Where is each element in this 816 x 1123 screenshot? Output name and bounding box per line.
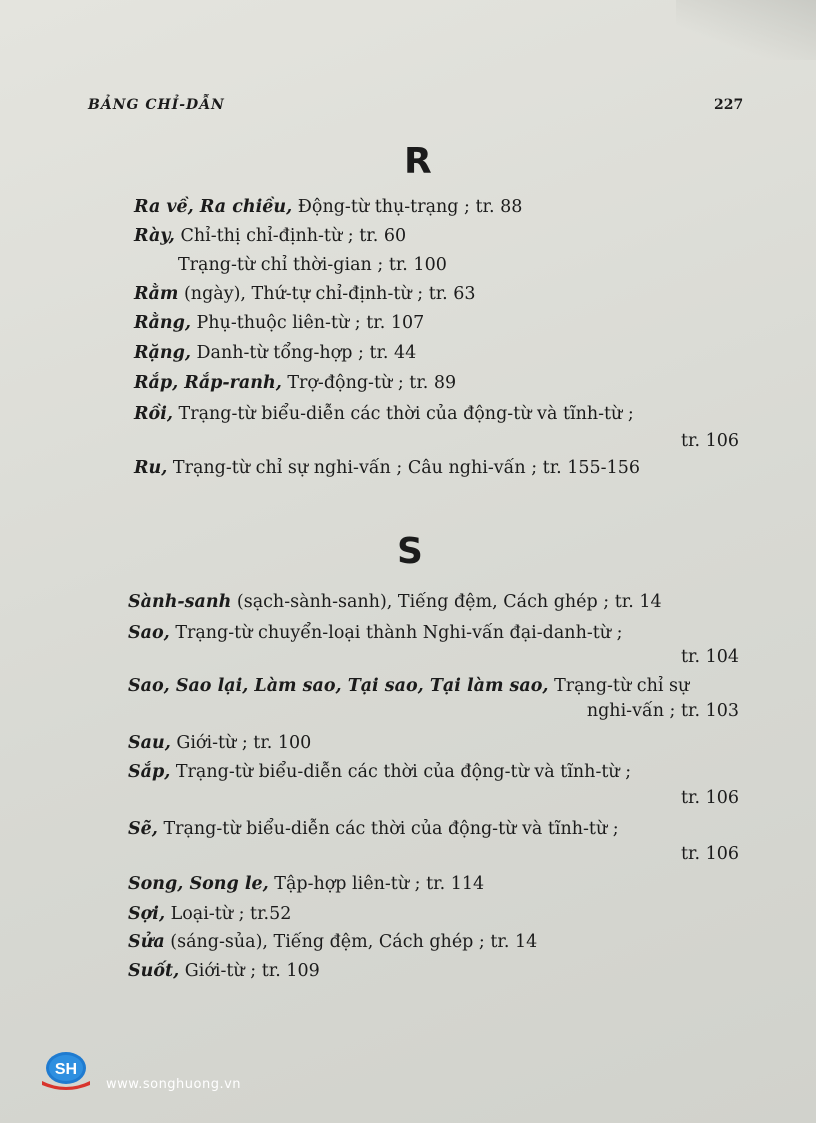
entry-page-ref: tr. 106 bbox=[680, 844, 739, 864]
entry-term: Sành-sanh bbox=[128, 592, 232, 612]
index-entry bbox=[128, 818, 748, 840]
entry-continuation: Trạng-từ chỉ thời-gian ; tr. 100 bbox=[178, 255, 447, 275]
section-letter-r: R bbox=[404, 141, 432, 182]
website-url: www.songhuong.vn bbox=[106, 1077, 242, 1092]
index-entry bbox=[134, 196, 754, 218]
index-entry bbox=[128, 931, 748, 953]
entry-text: Trạng-từ chỉ sự nghi-vấn ; Câu nghi-vấn ; tr. 155-156 bbox=[167, 458, 640, 478]
index-entry bbox=[128, 622, 748, 644]
entry-text: Loại-từ ; tr.52 bbox=[165, 904, 292, 924]
entry-term: Rồi, bbox=[134, 404, 173, 424]
logo-text: SH bbox=[54, 1061, 78, 1078]
entry-term: Sắp, bbox=[128, 762, 171, 782]
index-entry bbox=[128, 732, 748, 754]
entry-text: (ngày), Thứ-tự chỉ-định-từ ; tr. 63 bbox=[178, 284, 476, 304]
entry-text: Tập-hợp liên-từ ; tr. 114 bbox=[268, 874, 485, 894]
index-entry bbox=[134, 457, 754, 479]
entry-text: Giới-từ ; tr. 109 bbox=[179, 961, 320, 981]
entry-text: Phụ-thuộc liên-từ ; tr. 107 bbox=[190, 313, 425, 333]
entry-page-ref: tr. 106 bbox=[680, 788, 739, 808]
index-entry bbox=[128, 960, 748, 982]
entry-term: Rằng, bbox=[134, 313, 191, 333]
entry-text: Danh-từ tổng-hợp ; tr. 44 bbox=[190, 343, 417, 363]
entry-term: Suốt, bbox=[128, 961, 180, 981]
index-entry bbox=[134, 372, 754, 394]
entry-term: Rặng, bbox=[134, 343, 191, 363]
section-letter-s: S bbox=[397, 531, 423, 572]
entry-text: Trạng-từ biểu-diễn các thời của động-từ và tĩnh-từ ; bbox=[172, 404, 634, 424]
entry-term: Sao, bbox=[128, 623, 170, 643]
entry-term: Sau, bbox=[128, 733, 171, 753]
index-entry bbox=[128, 903, 748, 925]
entry-term: Ru, bbox=[134, 458, 168, 478]
entry-text: Trạng-từ biểu-diễn các thời của động-từ và tĩnh-từ ; bbox=[170, 762, 632, 782]
entry-term: Rắp, Rắp-ranh, bbox=[134, 373, 282, 393]
entry-term: Song, Song le, bbox=[128, 874, 269, 894]
index-entry bbox=[134, 312, 754, 334]
entry-text: Trạng-từ chỉ sự bbox=[548, 676, 690, 696]
entry-term: Ra về, Ra chiều, bbox=[134, 197, 293, 217]
entry-text: Trạng-từ chuyển-loại thành Nghi-vấn đại-danh-từ ; bbox=[169, 623, 623, 643]
index-entry bbox=[128, 761, 748, 783]
index-entry bbox=[134, 283, 754, 305]
index-entry bbox=[134, 403, 754, 425]
entry-text: Động-từ thụ-trạng ; tr. 88 bbox=[292, 197, 523, 217]
entry-text: Giới-từ ; tr. 100 bbox=[170, 733, 312, 753]
entry-page-ref: tr. 104 bbox=[680, 647, 739, 667]
entry-term: Sợi, bbox=[128, 904, 166, 924]
entry-text: Chỉ-thị chỉ-định-từ ; tr. 60 bbox=[174, 226, 407, 246]
page-fold-shadow bbox=[676, 0, 816, 60]
running-header: BẢNG CHỈ-DẪN bbox=[88, 97, 225, 113]
entry-text: Trạng-từ biểu-diễn các thời của động-từ và tĩnh-từ ; bbox=[157, 819, 619, 839]
entry-text: Trợ-động-từ ; tr. 89 bbox=[281, 373, 457, 393]
entry-page-ref: tr. 106 bbox=[680, 431, 739, 451]
entry-term: Rày, bbox=[134, 226, 175, 246]
index-entry bbox=[134, 342, 754, 364]
entry-text: (sáng-sủa), Tiếng đệm, Cách ghép ; tr. 14 bbox=[164, 932, 538, 952]
entry-term: Sao, Sao lại, Làm sao, Tại sao, Tại làm sao, bbox=[128, 676, 549, 696]
page-number: 227 bbox=[714, 97, 744, 113]
index-entry bbox=[128, 675, 748, 697]
entry-term: Sửa bbox=[128, 932, 165, 952]
songhuong-logo-icon bbox=[38, 1049, 94, 1091]
entry-page-ref: nghi-vấn ; tr. 103 bbox=[586, 701, 739, 721]
entry-term: Sẽ, bbox=[128, 819, 158, 839]
index-entry bbox=[128, 873, 748, 895]
entry-term: Rằm bbox=[134, 284, 179, 304]
index-entry bbox=[134, 225, 754, 247]
index-entry bbox=[128, 591, 748, 613]
entry-text: (sạch-sành-sanh), Tiếng đệm, Cách ghép ; tr. 14 bbox=[231, 592, 662, 612]
